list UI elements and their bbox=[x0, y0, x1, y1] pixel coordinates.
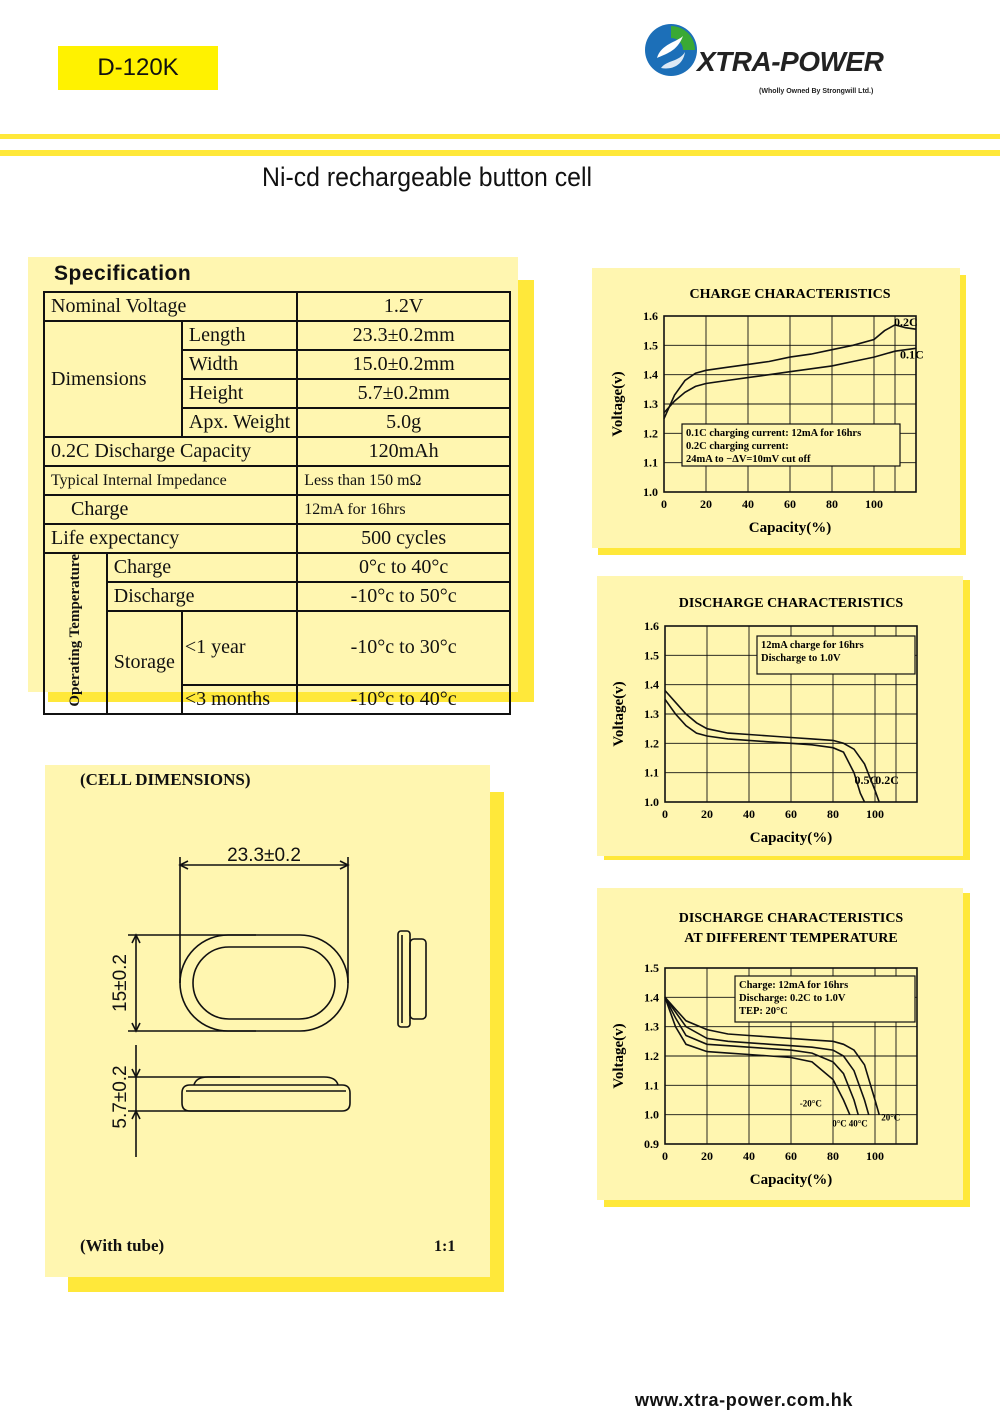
x-tick-label: 20 bbox=[701, 1149, 713, 1163]
y-axis-label: Voltage(v) bbox=[611, 1023, 627, 1089]
x-tick-label: 100 bbox=[866, 807, 884, 821]
table-row bbox=[44, 495, 510, 524]
chart-annotation-line: Charge: 12mA for 16hrs bbox=[739, 980, 849, 991]
x-tick-label: 60 bbox=[785, 1149, 797, 1163]
cell-dimensions-title: (CELL DIMENSIONS) bbox=[80, 770, 251, 789]
y-tick-label: 1.5 bbox=[644, 648, 659, 663]
footer-url: www.xtra-power.com.hk bbox=[635, 1390, 853, 1410]
spec-label: Charge bbox=[44, 495, 297, 524]
model-number: D-120K bbox=[97, 54, 179, 81]
spec-sublabel: Width bbox=[182, 350, 297, 379]
discharge-characteristics-chart bbox=[597, 576, 963, 856]
cell-dimensions-scale: 1:1 bbox=[434, 1238, 456, 1255]
spec-value: 23.3±0.2mm bbox=[297, 321, 510, 350]
series-label: 0.1C bbox=[900, 347, 924, 362]
x-tick-label: 100 bbox=[866, 1149, 884, 1163]
spec-sublabel: Storage bbox=[107, 611, 182, 714]
spec-label: Life expectancy bbox=[44, 524, 297, 553]
y-tick-label: 1.0 bbox=[643, 485, 658, 499]
y-tick-label: 1.3 bbox=[644, 707, 659, 721]
y-tick-label: 1.2 bbox=[643, 426, 658, 441]
series-label: 0.2C bbox=[875, 773, 899, 787]
y-tick-label: 1.1 bbox=[643, 455, 658, 470]
spec-sublabel: Charge bbox=[107, 553, 297, 582]
chart-annotation-line: Discharge: 0.2C to 1.0V bbox=[739, 993, 846, 1004]
series-label: 0.2C bbox=[894, 315, 918, 330]
spec-label: Nominal Voltage bbox=[44, 292, 297, 321]
y-tick-label: 1.4 bbox=[644, 677, 659, 692]
spec-value: 12mA for 16hrs bbox=[297, 495, 510, 524]
spec-label bbox=[44, 553, 107, 714]
y-tick-label: 1.6 bbox=[644, 619, 659, 633]
x-tick-label: 100 bbox=[865, 497, 883, 511]
series-line-0.2C bbox=[665, 691, 879, 803]
cell-dimensions-note: (With tube) bbox=[80, 1236, 165, 1255]
y-tick-label: 1.4 bbox=[644, 990, 659, 1005]
spec-value: -10°c to 30°c bbox=[297, 611, 510, 685]
x-tick-label: 80 bbox=[826, 497, 838, 511]
x-tick-label: 40 bbox=[743, 1149, 755, 1163]
table-row bbox=[44, 524, 510, 553]
series-label: -20°C bbox=[799, 1098, 822, 1109]
header-stripe-bottom bbox=[0, 150, 1000, 156]
y-tick-label: 1.5 bbox=[643, 338, 658, 353]
cell-top-view-outer bbox=[180, 935, 348, 1031]
y-tick-label: 1.4 bbox=[643, 367, 658, 382]
chart-title: CHARGE CHARACTERISTICS bbox=[689, 287, 891, 302]
chart-annotation-line: Discharge to 1.0V bbox=[761, 653, 841, 664]
x-tick-label: 60 bbox=[784, 497, 796, 511]
chart-annotation-line: 0.1C charging current: 12mA for 16hrs bbox=[686, 428, 862, 439]
spec-value: 120mAh bbox=[297, 437, 510, 466]
y-axis-label: Voltage(v) bbox=[611, 681, 627, 747]
y-tick-label: 0.9 bbox=[644, 1137, 659, 1151]
y-tick-label: 1.2 bbox=[644, 1049, 659, 1063]
table-row bbox=[44, 582, 510, 611]
y-tick-label: 1.1 bbox=[644, 1078, 659, 1093]
chart-title: DISCHARGE CHARACTERISTICS bbox=[678, 911, 904, 926]
spec-value: -10°c to 50°c bbox=[297, 582, 510, 611]
charge-characteristics-chart bbox=[592, 268, 960, 548]
series-label: 0°C bbox=[832, 1118, 847, 1129]
table-row bbox=[44, 321, 510, 350]
spec-table bbox=[43, 291, 511, 715]
brand-subtitle: (Wholly Owned By Strongwill Ltd.) bbox=[759, 88, 874, 95]
y-tick-label: 1.3 bbox=[644, 1019, 659, 1034]
series-label: 20°C bbox=[881, 1112, 901, 1123]
chart-subtitle: AT DIFFERENT TEMPERATURE bbox=[684, 931, 898, 946]
operating-temperature-label: Operating Temperature bbox=[66, 554, 83, 707]
x-axis-label: Capacity(%) bbox=[749, 1172, 833, 1188]
y-tick-label: 1.1 bbox=[644, 765, 659, 780]
header-stripe-top bbox=[0, 134, 1000, 139]
length-dimension-label: 23.3±0.2 bbox=[227, 845, 301, 866]
page-subtitle: Ni-cd rechargeable button cell bbox=[262, 162, 593, 192]
x-tick-label: 0 bbox=[661, 497, 667, 511]
table-row bbox=[44, 437, 510, 466]
spec-value: 500 cycles bbox=[297, 524, 510, 553]
chart-annotation-line: 12mA charge for 16hrs bbox=[761, 640, 864, 651]
y-tick-label: 1.0 bbox=[644, 795, 659, 809]
y-tick-label: 1.2 bbox=[644, 736, 659, 751]
x-tick-label: 60 bbox=[785, 807, 797, 821]
table-row bbox=[44, 466, 510, 495]
x-tick-label: 0 bbox=[662, 807, 668, 821]
spec-sublabel: Discharge bbox=[107, 582, 297, 611]
series-label: 40°C bbox=[848, 1118, 868, 1129]
x-tick-label: 80 bbox=[827, 1149, 839, 1163]
series-label: 0.5C bbox=[854, 773, 879, 787]
spec-value: Less than 150 mΩ bbox=[297, 466, 510, 495]
chart-title: DISCHARGE CHARACTERISTICS bbox=[678, 596, 904, 611]
chart-annotation-line: 24mA to −ΔV=10mV cut off bbox=[686, 454, 811, 465]
x-tick-label: 40 bbox=[742, 497, 754, 511]
width-dimension-label: 15±0.2 bbox=[110, 954, 131, 1012]
series-line-0.5C bbox=[665, 699, 865, 802]
x-tick-label: 0 bbox=[662, 1149, 668, 1163]
y-tick-label: 1.6 bbox=[643, 309, 658, 323]
x-axis-label: Capacity(%) bbox=[748, 520, 832, 536]
spec-sublabel: <1 year bbox=[182, 611, 297, 685]
spec-value: 5.0g bbox=[297, 408, 510, 437]
x-axis-label: Capacity(%) bbox=[749, 830, 833, 846]
temperature-discharge-chart bbox=[597, 888, 963, 1200]
table-row bbox=[44, 611, 510, 685]
y-tick-label: 1.5 bbox=[644, 961, 659, 975]
x-tick-label: 80 bbox=[827, 807, 839, 821]
chart-annotation-line: TEP: 20°C bbox=[739, 1006, 788, 1017]
cell-drawing bbox=[90, 835, 450, 1165]
spec-value: 1.2V bbox=[297, 292, 510, 321]
spec-label: 0.2C Discharge Capacity bbox=[44, 437, 297, 466]
spec-value: 15.0±0.2mm bbox=[297, 350, 510, 379]
y-tick-label: 1.3 bbox=[643, 397, 658, 411]
table-row bbox=[44, 292, 510, 321]
spec-sublabel: Length bbox=[182, 321, 297, 350]
spec-value: 5.7±0.2mm bbox=[297, 379, 510, 408]
spec-value: -10°c to 40°c bbox=[297, 685, 510, 714]
brand-logo bbox=[643, 22, 903, 102]
spec-sublabel: Height bbox=[182, 379, 297, 408]
spec-value: 0°c to 40°c bbox=[297, 553, 510, 582]
model-badge bbox=[58, 46, 218, 90]
logo-swirl-icon bbox=[643, 22, 699, 78]
chart-annotation-line: 0.2C charging current: bbox=[686, 441, 789, 452]
height-dimension-label: 5.7±0.2 bbox=[110, 1065, 131, 1129]
y-axis-label: Voltage(v) bbox=[610, 371, 626, 437]
spec-sublabel: Apx. Weight bbox=[182, 408, 297, 437]
brand-name: XTRA-POWER bbox=[697, 46, 884, 77]
spec-label: Dimensions bbox=[44, 321, 182, 437]
cell-top-view-inner bbox=[193, 947, 335, 1019]
x-tick-label: 40 bbox=[743, 807, 755, 821]
spec-title: Specification bbox=[54, 262, 192, 285]
table-row bbox=[44, 553, 510, 582]
spec-sublabel: <3 months bbox=[182, 685, 297, 714]
x-tick-label: 20 bbox=[700, 497, 712, 511]
y-tick-label: 1.0 bbox=[644, 1107, 659, 1122]
x-tick-label: 20 bbox=[701, 807, 713, 821]
spec-label: Typical Internal Impedance bbox=[44, 466, 297, 495]
